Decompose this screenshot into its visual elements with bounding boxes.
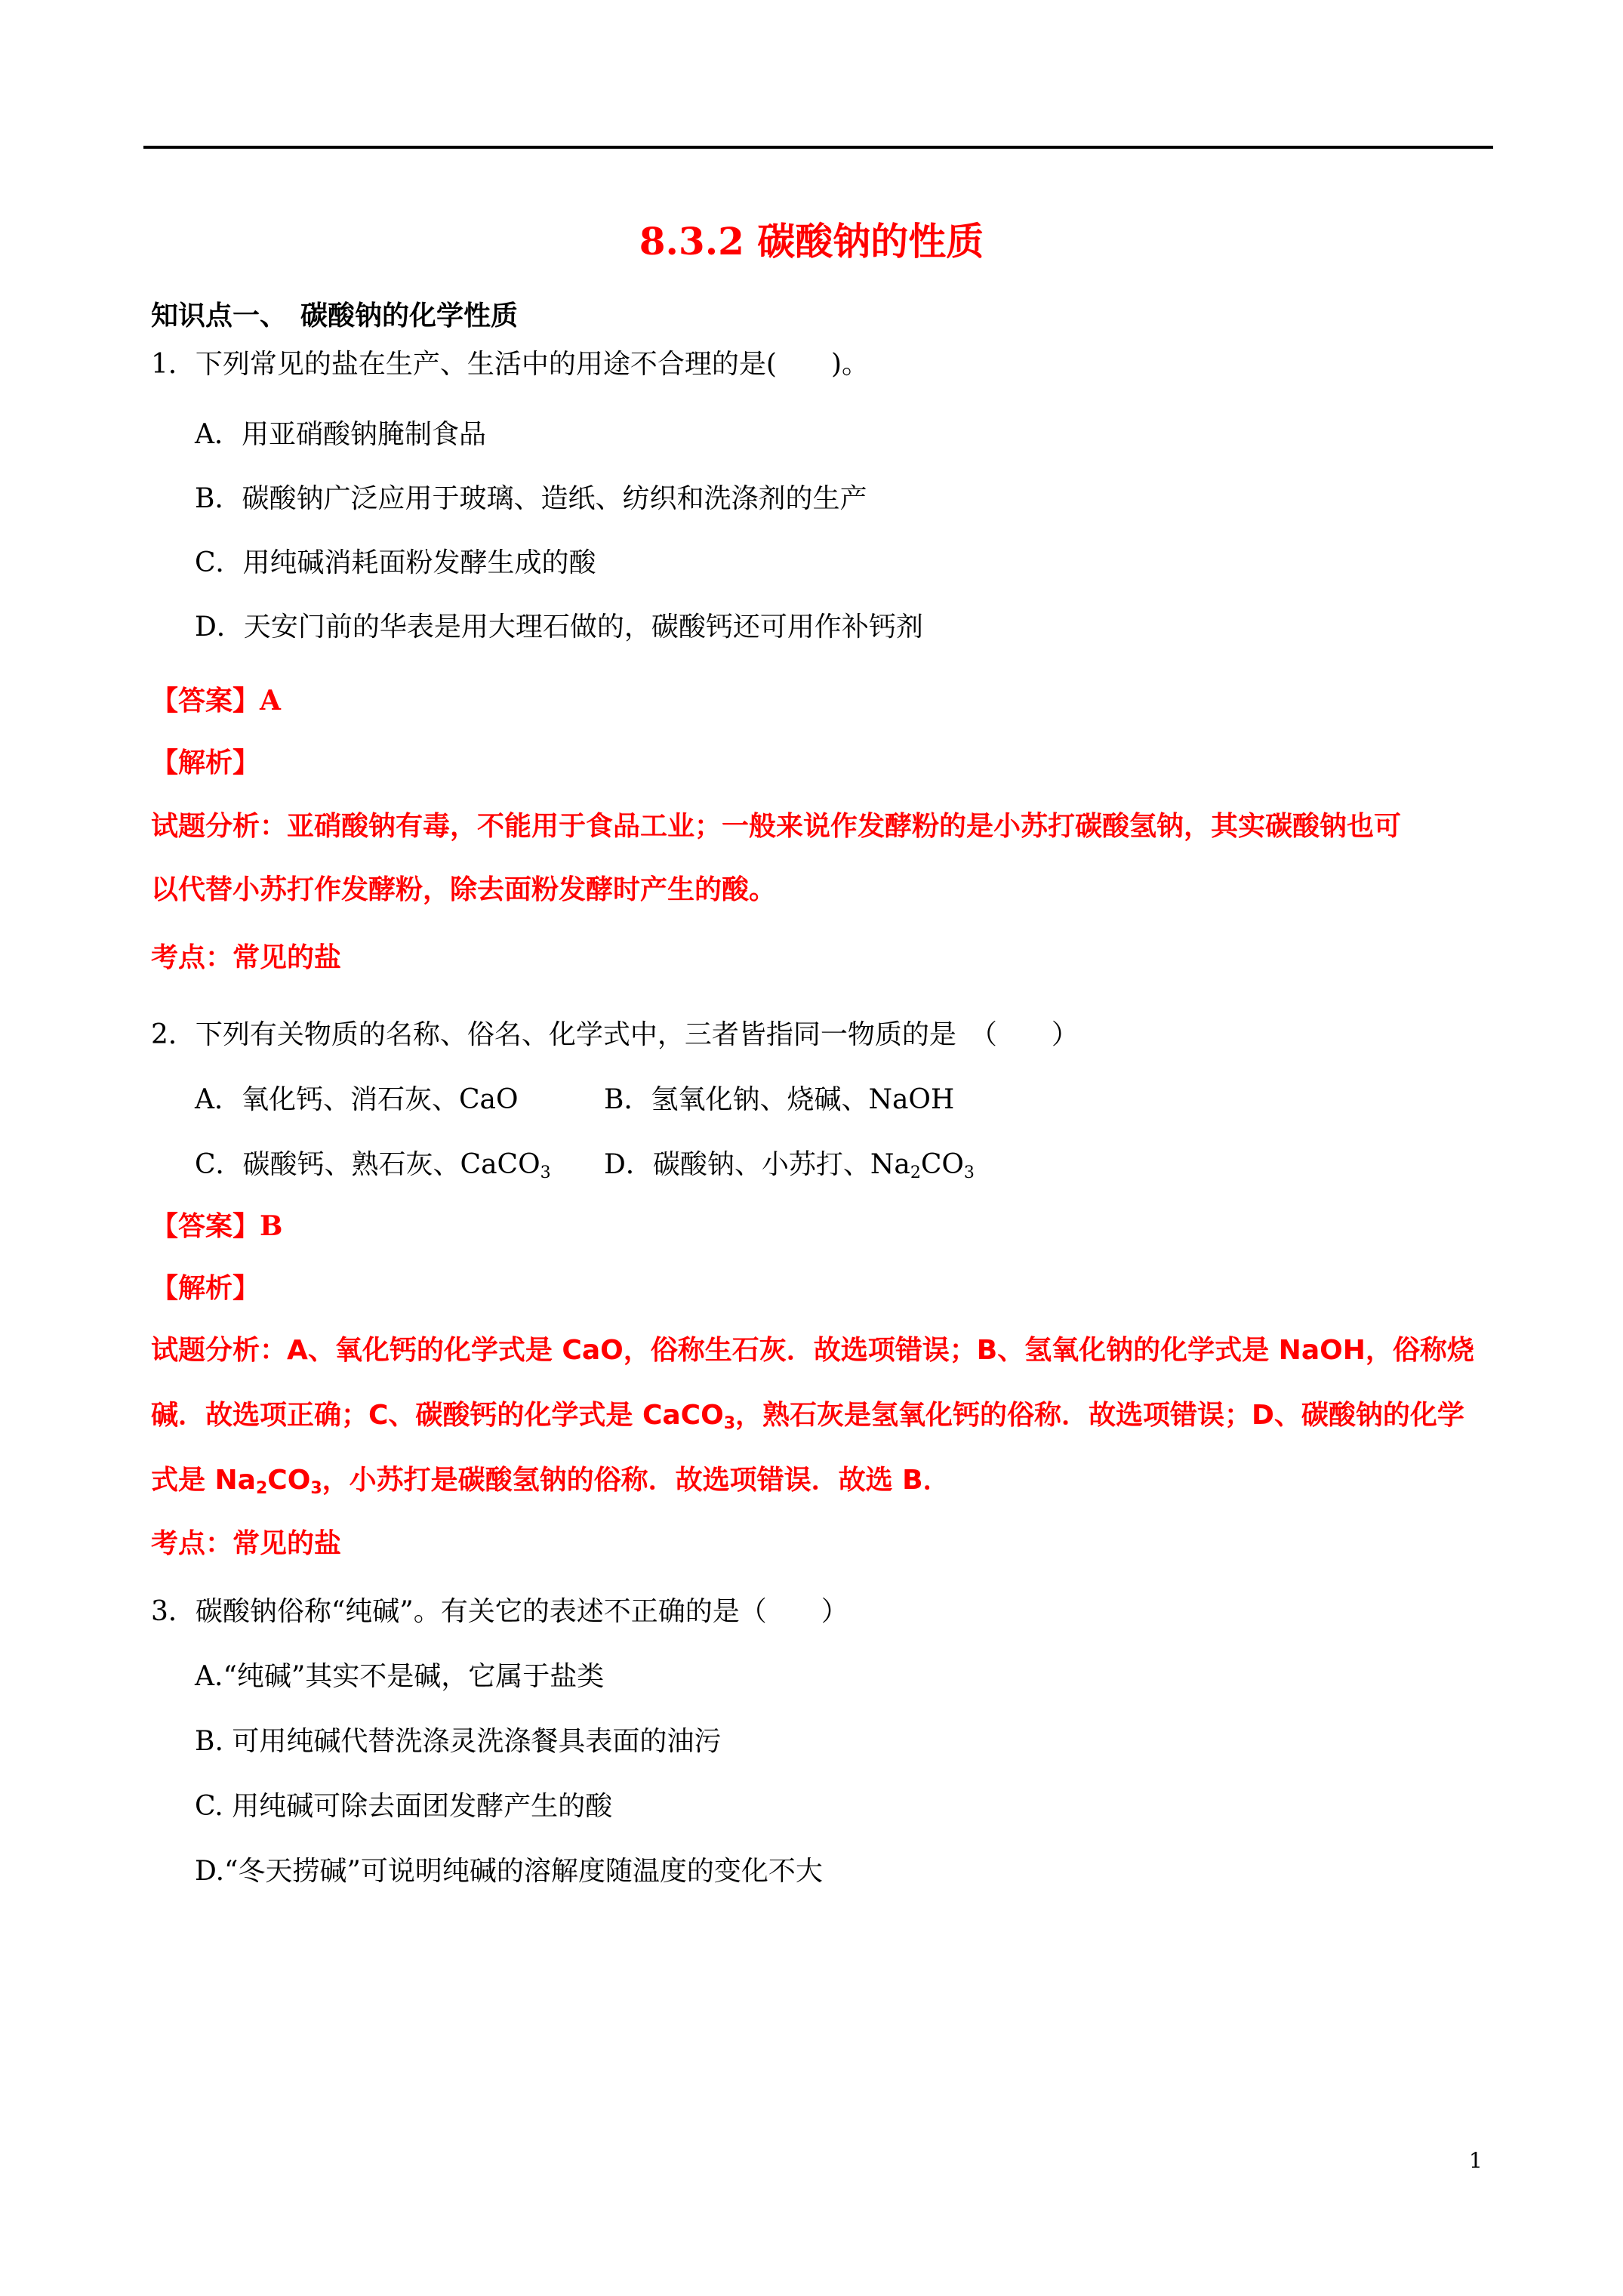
page-number: 1	[1469, 2148, 1483, 2173]
q2-option-a: A．氧化钙、消石灰、CaO	[195, 1084, 519, 1115]
q1-option-c: C．用纯碱消耗面粉发酵生成的酸	[195, 547, 596, 578]
q3-option-a: A.“纯碱”其实不是碱，它属于盐类	[195, 1661, 605, 1692]
q1-point: 考点：常见的盐	[151, 942, 342, 973]
q2-point: 考点：常见的盐	[151, 1528, 342, 1559]
q1-analysis-line-1: 试题分析：亚硝酸钠有毒，不能用于食品工业；一般来说作发酵粉的是小苏打碳酸氢钠，其实碳酸钠也可	[151, 811, 1402, 842]
q2-option-b: B．氢氧化钠、烧碱、NaOH	[604, 1084, 955, 1115]
q2-analysis-line-1: 试题分析：A、氧化钙的化学式是 CaO，俗称生石灰．故选项错误；B、氢氧化钠的化学式是 NaOH，俗称烧	[151, 1335, 1474, 1366]
q2-stem: 2．下列有关物质的名称、俗名、化学式中，三者皆指同一物质的是 （ ）	[151, 1019, 1079, 1050]
q1-stem: 1．下列常见的盐在生产、生活中的用途不合理的是( )。	[151, 349, 869, 380]
q3-option-d: D.“冬天捞碱”可说明纯碱的溶解度随温度的变化不大	[195, 1856, 823, 1887]
q1-analysis-line-2: 以代替小苏打作发酵粉，除去面粉发酵时产生的酸。	[151, 874, 777, 905]
page-title: 8.3.2 碳酸钠的性质	[639, 219, 984, 264]
q1-option-d: D．天安门前的华表是用大理石做的，碳酸钙还可用作补钙剂	[195, 612, 923, 643]
q3-stem: 3．碳酸钠俗称“纯碱”。有关它的表述不正确的是（ ）	[151, 1596, 848, 1627]
q2-analysis-line-2: 碱．故选项正确；C、碳酸钙的化学式是 CaCO$_3$，熟石灰是氢氧化钙的俗称．故选项错误；D、碳酸钠的化学	[151, 1400, 1464, 1433]
section-heading: 知识点一、 碳酸钠的化学性质	[151, 300, 519, 331]
q2-option-c: C．碳酸钙、熟石灰、CaCO$_3$	[195, 1149, 551, 1182]
q1-analysis-label: 【解析】	[151, 747, 260, 778]
q2-option-d: D．碳酸钠、小苏打、$Na_2CO_3$	[604, 1149, 975, 1182]
q2-analysis-line-3: 式是 $Na_2CO_3$，小苏打是碳酸氢钠的俗称．故选项错误．故选 B．	[151, 1465, 950, 1498]
q3-option-b: B. 可用纯碱代替洗涤灵洗涤餐具表面的油污	[195, 1726, 722, 1757]
q3-option-c: C. 用纯碱可除去面团发酵产生的酸	[195, 1791, 613, 1822]
header-rule	[143, 146, 1493, 149]
q1-option-b: B．碳酸钠广泛应用于玻璃、造纸、纺织和洗涤剂的生产	[195, 483, 867, 514]
q2-analysis-label: 【解析】	[151, 1272, 260, 1304]
q1-option-a: A．用亚硝酸钠腌制食品	[195, 419, 486, 450]
q2-answer: 【答案】B	[151, 1210, 283, 1242]
q1-answer: 【答案】A	[151, 685, 281, 717]
